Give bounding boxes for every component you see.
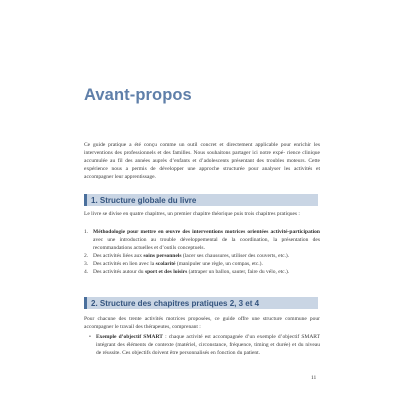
list-number: 3. — [84, 261, 89, 268]
list-item-text: (attraper un ballon, sauter, faire du vélo, etc.). — [187, 269, 290, 276]
list-item-bold: soins personnels — [143, 253, 182, 260]
list-item-bold: Méthodologie pour mettre en œuvre des interventions motrices orientées activité-participation — [93, 229, 320, 235]
list-number: 1. — [84, 229, 89, 235]
list-item-pre: Des activités en lien avec la — [93, 261, 156, 268]
page-title: Avant-propos — [84, 86, 192, 104]
list-item-bold: sport et des loisirs — [144, 269, 188, 276]
list-item-text: avec une introduction au trouble développemental de la coordination, la présentation des recommandations actuelles et d’outils conceptuels. — [93, 237, 320, 252]
section-2-intro: Pour chacune des trente activités motrices proposées, ce guide offre une structure commune pour accompagner le travail des thérapeutes, comprenant : — [84, 316, 320, 331]
chapter-list-item — [84, 260, 320, 268]
list-number: 2. — [84, 253, 89, 260]
chapter-list — [84, 228, 320, 277]
section-heading-1 — [84, 194, 318, 206]
section-1-intro: Le livre se divise en quatre chapitres, un premier chapitre théorique puis trois chapitres pratiques : — [84, 211, 300, 217]
list-item-pre: Des activités autour du — [93, 269, 145, 276]
intro-paragraph: Ce guide pratique a été conçu comme un outil concret et directement applicable pour enrichir les interventions des professionnels et des familles. Nous souhaitons partager ici notre expé- rience clinique accumulée au fil des années auprès d’enfants et d’adolescents présentant des troubles moteurs. Cette expérience nous a permis de développer une approche structurée pour analyser les activités et accompagner leur apprentissage. — [84, 142, 320, 181]
bullet-marker: • — [89, 334, 91, 340]
list-item-text: (lacer ses chaussures, utiliser des couverts, etc.). — [181, 253, 290, 260]
bullet-item-bold: Exemple d’objectif SMART — [96, 334, 163, 340]
chapter-list-item — [84, 228, 320, 252]
section-heading-1-text: 1. Structure globale du livre — [91, 195, 197, 205]
list-number: 4. — [84, 269, 89, 276]
chapter-list-item — [84, 268, 320, 276]
section-heading-2 — [84, 297, 318, 309]
structure-bullet-list — [84, 333, 320, 357]
list-item-text: (manipuler une règle, un compas, etc.). — [175, 261, 263, 268]
chapter-list-item — [84, 252, 320, 260]
list-item-bold: scolarité — [155, 261, 176, 268]
bullet-item — [84, 333, 320, 357]
section-heading-2-text: 2. Structure des chapitres pratiques 2, 3 et 4 — [91, 298, 260, 308]
page-number: 11 — [311, 375, 317, 381]
list-item-pre: Des activités liées aux — [93, 253, 144, 260]
bullet-item-text: : chaque activité est accompagnée d’un exemple d’objectif SMART intégrant des éléments de contexte (matériel, circonstance, fréquence, timing et durée) et du niveau de réussite. Ces objectifs doivent être personnalisés en fonction du patient. — [96, 334, 320, 357]
